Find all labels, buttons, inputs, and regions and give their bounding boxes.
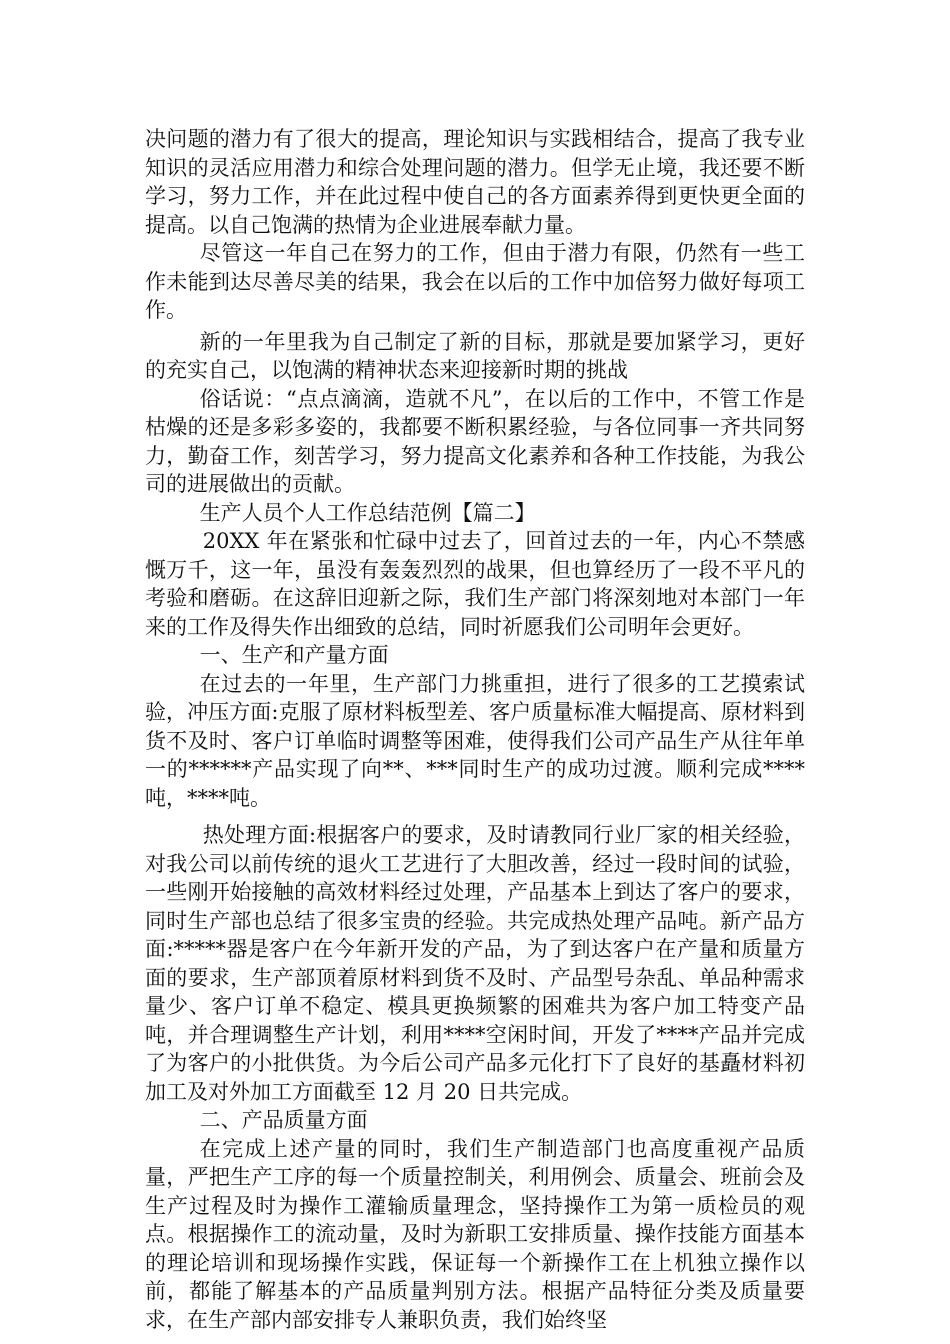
paragraph-7: 热处理方面:根据客户的要求，及时请教同行业厂家的相关经验，对我公司以前传统的退火工艺进行了大胆改善，经过一段时间的试验，一些刚开始接触的高效材料经过处理，产品基本上到达了客户的要求，同时生产部也总结了很多宝贵的经验。共完成热处理产品吨。新产品方面:*****器是客户在今年新开发的产品，为了到达客户在产量和质量方面的要求，生产部顶着原材料到货不及时、产品型号杂乱、单品种需求量少、客户订单不稳定、模具更换频繁的困难共为客户加工特变产品吨，并合理调整生产计划，利用****空闲时间，开发了****产品并完成了为客户的小批供货。为今后公司产品多元化打下了良好的基矗材料初加工及对外加工方面截至 12 月 20 日共完成。 xyxy=(145,823,805,1104)
paragraph-4: 俗话说：“点点滴滴，造就不凡”，在以后的工作中，不管工作是枯燥的还是多彩多姿的，我都要不断积累经验，与各位同事一齐共同努力，勤奋工作，刻苦学习，努力提高文化素养和各种工作技能，为我公司的进展做出的贡献。 xyxy=(145,386,805,496)
paragraph-2: 尽管这一年自己在努力的工作，但由于潜力有限，仍然有一些工作未能到达尽善尽美的结果，我会在以后的工作中加倍努力做好每项工作。 xyxy=(145,241,805,322)
paragraph-8: 在完成上述产量的同时，我们生产制造部门也高度重视产品质量，严把生产工序的每一个质量控制关，利用例会、质量会、班前会及生产过程及时为操作工灌输质量理念，坚持操作工为第一质检员的观点。根据操作工的流动量，及时为新职工安排质量、操作技能方面基本的理论培训和现场操作实践，保证每一个新操作工在上机独立操作以前，都能了解基本的产品质量判别方法。根据产品特征分类及质量要求，在生产部内部安排专人兼职负责，我们始终坚 xyxy=(145,1136,805,1332)
paragraph-3: 新的一年里我为自己制定了新的目标，那就是要加紧学习，更好的充实自己，以饱满的精神状态来迎接新时期的挑战 xyxy=(145,329,805,382)
document-page xyxy=(145,125,805,1334)
section-heading-quality: 二、产品质量方面 xyxy=(199,1108,368,1132)
paragraph-1: 决问题的潜力有了很大的提高，理论知识与实践相结合，提高了我专业知识的灵活应用潜力和综合处理问题的潜力。但学无止境，我还要不断学习，努力工作，并在此过程中使自己的各方面素养得到更快更全面的提高。以自己饱满的热情为企业进展奉献力量。 xyxy=(145,127,805,237)
paragraph-6: 在过去的一年里，生产部门力挑重担，进行了很多的工艺摸索试验，冲压方面:克服了原材料板型差、客户质量标准大幅提高、原材料到货不及时、客户订单临时调整等困难，使得我们公司产品生产从往年单一的******产品实现了向**、***同时生产的成功过渡。顺利完成****吨，****吨。 xyxy=(145,671,805,810)
section-heading-part-two: 生产人员个人工作总结范例【篇二】 xyxy=(199,500,536,525)
section-heading-production: 一、生产和产量方面 xyxy=(199,643,389,667)
paragraph-5: 20XX 年在紧张和忙碌中过去了，回首过去的一年，内心不禁感慨万千，这一年，虽没有轰轰烈烈的战果，但也算经历了一段不平凡的考验和磨砺。在这辞旧迎新之际，我们生产部门将深刻地对本部门一年来的工作及得失作出细致的总结，同时祈愿我们公司明年会更好。 xyxy=(145,529,805,639)
